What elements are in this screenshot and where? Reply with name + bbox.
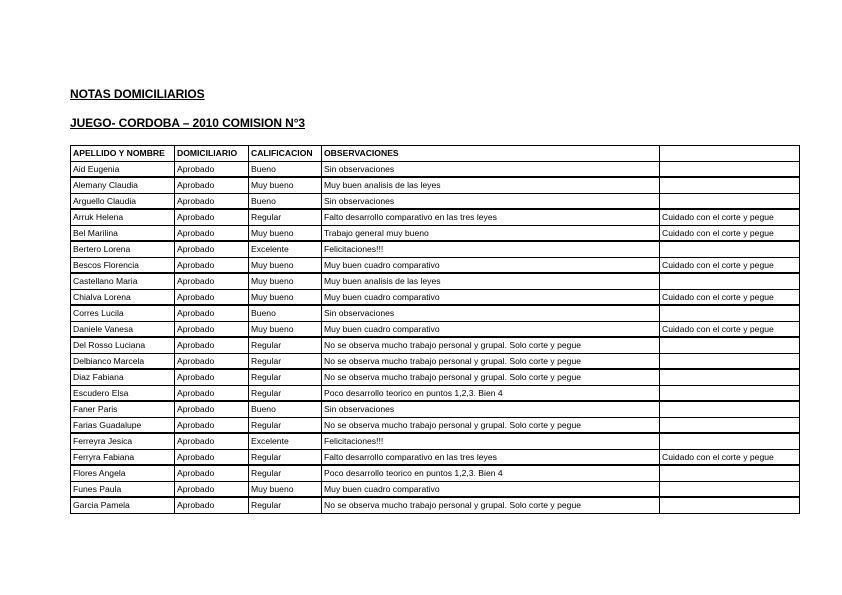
- cell-extra: Cuidado con el corte y pegue: [660, 289, 800, 305]
- cell-extra: [660, 465, 800, 481]
- cell-domiciliario: Aprobado: [175, 401, 249, 417]
- header-domiciliario: DOMICILIARIO: [175, 146, 249, 162]
- cell-observaciones: Falto desarrollo comparativo en las tres leyes: [322, 449, 660, 465]
- cell-observaciones: Poco desarrollo teorico en puntos 1,2,3. Bien 4: [322, 385, 660, 401]
- cell-extra: Cuidado con el corte y pegue: [660, 449, 800, 465]
- cell-observaciones: No se observa mucho trabajo personal y grupal. Solo corte y pegue: [322, 337, 660, 353]
- table-body: [71, 161, 800, 513]
- cell-calificacion: Regular: [249, 337, 322, 353]
- cell-observaciones: No se observa mucho trabajo personal y grupal. Solo corte y pegue: [322, 417, 660, 433]
- table-row: [71, 353, 800, 369]
- cell-observaciones: Felicitaciones!!!: [322, 241, 660, 257]
- table-row: [71, 289, 800, 305]
- cell-extra: [660, 369, 800, 385]
- cell-calificacion: Regular: [249, 369, 322, 385]
- cell-extra: [660, 497, 800, 513]
- cell-observaciones: No se observa mucho trabajo personal y grupal. Solo corte y pegue: [322, 353, 660, 369]
- cell-domiciliario: Aprobado: [175, 465, 249, 481]
- cell-calificacion: Regular: [249, 353, 322, 369]
- cell-observaciones: Falto desarrollo comparativo en las tres leyes: [322, 209, 660, 225]
- cell-name: Ferreyra Jesica: [71, 433, 175, 449]
- table-row: [71, 273, 800, 289]
- cell-observaciones: Muy buen cuadro comparativo: [322, 321, 660, 337]
- cell-calificacion: Regular: [249, 449, 322, 465]
- cell-observaciones: Muy buen cuadro comparativo: [322, 257, 660, 273]
- cell-observaciones: Sin observaciones: [322, 193, 660, 209]
- cell-domiciliario: Aprobado: [175, 337, 249, 353]
- cell-observaciones: Trabajo general muy bueno: [322, 225, 660, 241]
- cell-name: Flores Angela: [71, 465, 175, 481]
- cell-calificacion: Excelente: [249, 241, 322, 257]
- cell-observaciones: Sin observaciones: [322, 401, 660, 417]
- cell-domiciliario: Aprobado: [175, 257, 249, 273]
- cell-calificacion: Muy bueno: [249, 321, 322, 337]
- cell-calificacion: Bueno: [249, 305, 322, 321]
- table-row: [71, 481, 800, 497]
- cell-calificacion: Muy bueno: [249, 289, 322, 305]
- cell-name: Castellano Maria: [71, 273, 175, 289]
- cell-observaciones: No se observa mucho trabajo personal y grupal. Solo corte y pegue: [322, 497, 660, 513]
- cell-observaciones: Muy buen analisis de las leyes: [322, 273, 660, 289]
- table-row: [71, 225, 800, 241]
- cell-extra: [660, 337, 800, 353]
- cell-name: Funes Paula: [71, 481, 175, 497]
- cell-extra: [660, 401, 800, 417]
- header-calificacion: CALIFICACION: [249, 146, 322, 162]
- cell-domiciliario: Aprobado: [175, 497, 249, 513]
- cell-observaciones: Muy buen analisis de las leyes: [322, 177, 660, 193]
- table-row: [71, 449, 800, 465]
- cell-extra: Cuidado con el corte y pegue: [660, 321, 800, 337]
- cell-extra: [660, 241, 800, 257]
- cell-calificacion: Muy bueno: [249, 257, 322, 273]
- cell-domiciliario: Aprobado: [175, 433, 249, 449]
- cell-observaciones: Sin observaciones: [322, 305, 660, 321]
- cell-calificacion: Regular: [249, 417, 322, 433]
- cell-name: Arguello Claudia: [71, 193, 175, 209]
- cell-extra: [660, 353, 800, 369]
- cell-domiciliario: Aprobado: [175, 241, 249, 257]
- cell-name: Bel Marilina: [71, 225, 175, 241]
- document-subtitle: JUEGO- CORDOBA – 2010 COMISION N°3: [70, 116, 306, 130]
- header-observaciones: OBSERVACIONES: [322, 146, 660, 162]
- cell-domiciliario: Aprobado: [175, 161, 249, 177]
- table-row: [71, 465, 800, 481]
- cell-domiciliario: Aprobado: [175, 353, 249, 369]
- cell-domiciliario: Aprobado: [175, 193, 249, 209]
- cell-name: Del Rosso Luciana: [71, 337, 175, 353]
- cell-calificacion: Muy bueno: [249, 273, 322, 289]
- cell-name: Garcia Pamela: [71, 497, 175, 513]
- cell-domiciliario: Aprobado: [175, 481, 249, 497]
- table-row: [71, 209, 800, 225]
- table-row: [71, 497, 800, 513]
- header-row: [71, 146, 800, 162]
- cell-domiciliario: Aprobado: [175, 449, 249, 465]
- cell-domiciliario: Aprobado: [175, 385, 249, 401]
- cell-name: Ferryra Fabiana: [71, 449, 175, 465]
- cell-domiciliario: Aprobado: [175, 209, 249, 225]
- header-extra: [660, 146, 800, 162]
- cell-calificacion: Muy bueno: [249, 177, 322, 193]
- table-row: [71, 417, 800, 433]
- cell-domiciliario: Aprobado: [175, 321, 249, 337]
- table-row: [71, 161, 800, 177]
- cell-observaciones: No se observa mucho trabajo personal y grupal. Solo corte y pegue: [322, 369, 660, 385]
- cell-name: Bescos Florencia: [71, 257, 175, 273]
- cell-name: Daniele Vanesa: [71, 321, 175, 337]
- cell-extra: [660, 481, 800, 497]
- cell-name: Bertero Lorena: [71, 241, 175, 257]
- cell-extra: Cuidado con el corte y pegue: [660, 257, 800, 273]
- cell-name: Chialva Lorena: [71, 289, 175, 305]
- cell-extra: [660, 305, 800, 321]
- document-title: NOTAS DOMICILIARIOS: [70, 87, 205, 101]
- cell-name: Escudero Elsa: [71, 385, 175, 401]
- cell-extra: [660, 273, 800, 289]
- table-row: [71, 241, 800, 257]
- cell-name: Corres Lucila: [71, 305, 175, 321]
- cell-name: Alemany Claudia: [71, 177, 175, 193]
- table-row: [71, 177, 800, 193]
- cell-domiciliario: Aprobado: [175, 177, 249, 193]
- cell-domiciliario: Aprobado: [175, 273, 249, 289]
- cell-observaciones: Muy buen cuadro comparativo: [322, 481, 660, 497]
- cell-domiciliario: Aprobado: [175, 417, 249, 433]
- cell-calificacion: Regular: [249, 465, 322, 481]
- table-row: [71, 369, 800, 385]
- cell-extra: [660, 177, 800, 193]
- cell-calificacion: Muy bueno: [249, 481, 322, 497]
- cell-extra: [660, 193, 800, 209]
- cell-observaciones: Felicitaciones!!!: [322, 433, 660, 449]
- cell-domiciliario: Aprobado: [175, 369, 249, 385]
- cell-observaciones: Sin observaciones: [322, 161, 660, 177]
- table-row: [71, 401, 800, 417]
- cell-calificacion: Regular: [249, 497, 322, 513]
- cell-extra: [660, 433, 800, 449]
- table-row: [71, 385, 800, 401]
- cell-observaciones: Muy buen cuadro comparativo: [322, 289, 660, 305]
- cell-name: Faner Paris: [71, 401, 175, 417]
- cell-calificacion: Excelente: [249, 433, 322, 449]
- cell-domiciliario: Aprobado: [175, 225, 249, 241]
- cell-extra: Cuidado con el corte y pegue: [660, 209, 800, 225]
- cell-extra: [660, 417, 800, 433]
- cell-domiciliario: Aprobado: [175, 289, 249, 305]
- table-row: [71, 257, 800, 273]
- table-row: [71, 193, 800, 209]
- cell-name: Delbianco Marcela: [71, 353, 175, 369]
- cell-extra: [660, 385, 800, 401]
- cell-extra: Cuidado con el corte y pegue: [660, 225, 800, 241]
- cell-calificacion: Muy bueno: [249, 225, 322, 241]
- cell-domiciliario: Aprobado: [175, 305, 249, 321]
- table-row: [71, 433, 800, 449]
- cell-calificacion: Bueno: [249, 401, 322, 417]
- table-row: [71, 305, 800, 321]
- cell-name: Arruk Helena: [71, 209, 175, 225]
- cell-name: Farias Guadalupe: [71, 417, 175, 433]
- cell-name: Diaz Fabiana: [71, 369, 175, 385]
- cell-name: Aid Eugenia: [71, 161, 175, 177]
- cell-calificacion: Bueno: [249, 193, 322, 209]
- cell-calificacion: Bueno: [249, 161, 322, 177]
- cell-calificacion: Regular: [249, 385, 322, 401]
- cell-observaciones: Poco desarrollo teorico en puntos 1,2,3. Bien 4: [322, 465, 660, 481]
- table-row: [71, 321, 800, 337]
- cell-extra: [660, 161, 800, 177]
- table-row: [71, 337, 800, 353]
- cell-calificacion: Regular: [249, 209, 322, 225]
- header-apellido-nombre: APELLIDO Y NOMBRE: [71, 146, 175, 162]
- grades-table: [70, 145, 800, 514]
